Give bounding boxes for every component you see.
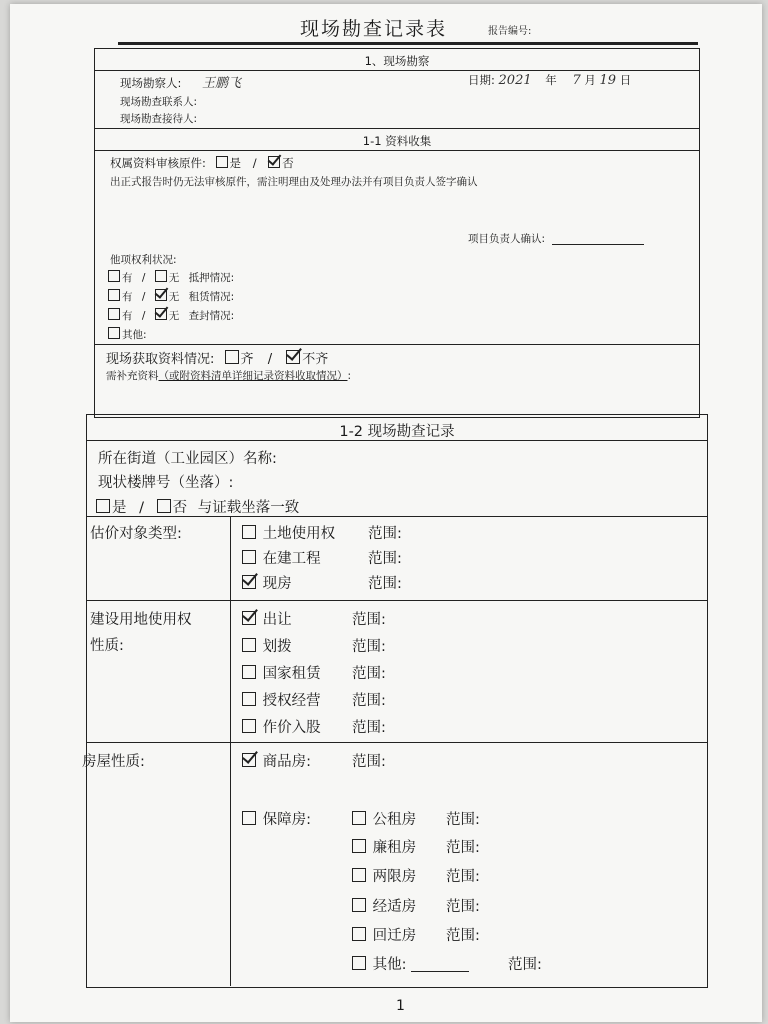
- land-option-allocation: [242, 635, 292, 656]
- commercial-house-option: [242, 750, 311, 771]
- option-label: 作价入股: [262, 720, 321, 736]
- land-option-transfer: [242, 608, 292, 629]
- house-nature-label: 房屋性质:: [82, 754, 145, 770]
- seizure-has-checkbox[interactable]: [108, 308, 120, 320]
- supplement-row: [106, 368, 351, 383]
- column-divider: [230, 516, 231, 986]
- none-label: 无: [168, 291, 180, 303]
- lease-has-checkbox[interactable]: [108, 289, 120, 301]
- none-label: 无: [168, 272, 180, 284]
- slash: /: [139, 500, 144, 516]
- range-label: 范围:: [352, 693, 386, 709]
- affordable-sub-low-rent: [352, 836, 416, 857]
- range-label: 范围:: [446, 928, 480, 944]
- other-house-input-line[interactable]: [411, 971, 469, 972]
- confirm-field: [468, 231, 644, 246]
- acquire-row: [106, 348, 328, 367]
- section-1-2-title: 1-2 现场勘查记录: [339, 424, 455, 440]
- authorized-operation-checkbox[interactable]: [242, 692, 256, 706]
- affordable-house-option: [242, 808, 311, 829]
- land-use-right-checkbox[interactable]: [242, 525, 256, 539]
- range-label: 范围:: [368, 551, 402, 567]
- range-label: 范围:: [352, 720, 386, 736]
- divider: [86, 440, 708, 441]
- divider: [94, 70, 700, 71]
- receiver-label: 现场勘查接待人:: [120, 113, 198, 125]
- mortgage-label: 抵押情况:: [188, 272, 235, 284]
- divider: [94, 344, 700, 345]
- option-label: 土地使用权: [262, 526, 336, 542]
- option-label: 经适房: [372, 899, 417, 915]
- none-label: 无: [168, 310, 180, 322]
- option-label: 廉租房: [372, 840, 417, 856]
- divider: [86, 516, 708, 517]
- date-month: 7: [572, 73, 581, 88]
- option-label: 保障房:: [262, 812, 311, 828]
- affordable-house-checkbox[interactable]: [242, 811, 256, 825]
- option-label: 其他:: [372, 957, 407, 973]
- option-label: 现房: [262, 576, 292, 592]
- divider: [86, 600, 708, 601]
- seizure-label: 查封情况:: [188, 310, 235, 322]
- acquire-incomplete-checkbox[interactable]: [286, 350, 300, 364]
- range-label: 范围:: [446, 840, 480, 856]
- other-label: 其他:: [122, 329, 147, 341]
- section-1-title: 1、现场勘察: [364, 54, 430, 68]
- land-option-equity: [242, 716, 321, 737]
- lease-none-checkbox[interactable]: [155, 289, 167, 301]
- match-yes-label: 是: [112, 500, 127, 516]
- option-label: 在建工程: [262, 551, 321, 567]
- rights-row-seizure: [108, 308, 234, 323]
- option-label: 国家租赁: [262, 666, 321, 682]
- has-label: 有: [122, 272, 133, 284]
- inspector-signature: 王鹏飞: [202, 76, 242, 91]
- affordable-sub-relocation: [352, 924, 416, 945]
- year-char: 年: [545, 73, 557, 87]
- divider: [94, 128, 700, 129]
- review-yes-label: 是: [229, 156, 242, 170]
- slash: /: [141, 291, 146, 303]
- commercial-house-checkbox[interactable]: [242, 753, 256, 767]
- date-day: 19: [599, 73, 617, 88]
- range-label: 范围:: [352, 666, 386, 682]
- building-no-label: 现状楼牌号（坐落）:: [98, 475, 234, 491]
- valuation-option-construction: [242, 547, 321, 568]
- rights-row-mortgage: [108, 270, 234, 285]
- rights-label: 他项权利状况:: [110, 254, 177, 266]
- confirm-signature-line[interactable]: [552, 244, 644, 245]
- match-yes-checkbox[interactable]: [96, 499, 110, 513]
- rights-row-lease: [108, 289, 234, 304]
- valuation-option-existing: [242, 572, 292, 593]
- range-label: 范围:: [446, 812, 480, 828]
- option-label: 商品房:: [262, 754, 311, 770]
- divider: [94, 150, 700, 151]
- option-label: 两限房: [372, 869, 417, 885]
- option-label: 划拨: [262, 639, 292, 655]
- supplement-note: （或附资料清单详细记录资料收取情况）: [158, 370, 348, 382]
- valuation-type-label: 估价对象类型:: [90, 526, 182, 542]
- acquire-label: 现场获取资料情况:: [106, 352, 215, 367]
- acquire-full-checkbox[interactable]: [225, 350, 239, 364]
- review-no-checkbox[interactable]: [268, 156, 280, 168]
- review-note: 出正式报告时仍无法审核原件，需注明理由及处理办法并有项目负责人签字确认: [110, 176, 478, 188]
- confirm-label: 项目负责人确认:: [468, 233, 546, 245]
- slash: /: [141, 310, 146, 322]
- affordable-sub-economic: [352, 895, 416, 916]
- section-1-1-title: 1-1 资料收集: [362, 134, 432, 148]
- option-label: 授权经营: [262, 693, 321, 709]
- date-label: 日期:: [468, 73, 495, 87]
- land-option-state-lease: [242, 662, 321, 683]
- colon: :: [347, 370, 352, 382]
- day-char: 日: [619, 73, 632, 87]
- range-label: 范围:: [352, 639, 386, 655]
- rights-row-other: [108, 327, 147, 342]
- option-label: 回迁房: [372, 928, 417, 944]
- range-label: 范围:: [368, 576, 402, 592]
- review-no-label: 否: [282, 156, 294, 170]
- range-label: 范围:: [352, 754, 386, 770]
- date-year: 2021: [498, 73, 532, 88]
- slash: /: [252, 156, 257, 170]
- equity-investment-checkbox[interactable]: [242, 719, 256, 733]
- range-label: 范围:: [368, 526, 402, 542]
- existing-house-checkbox[interactable]: [242, 575, 256, 589]
- economic-house-checkbox[interactable]: [352, 898, 366, 912]
- slash: /: [267, 352, 273, 367]
- page-number: 1: [396, 998, 405, 1014]
- document-page: [10, 4, 762, 1022]
- affordable-sub-public-rental: [352, 808, 416, 829]
- range-label: 范围:: [508, 957, 542, 973]
- contact-label: 现场勘查联系人:: [120, 96, 198, 108]
- header-rule: [118, 42, 698, 45]
- range-label: 范围:: [446, 899, 480, 915]
- low-rent-checkbox[interactable]: [352, 839, 366, 853]
- mortgage-has-checkbox[interactable]: [108, 270, 120, 282]
- option-label: 公租房: [372, 812, 417, 828]
- transfer-checkbox[interactable]: [242, 611, 256, 625]
- affordable-sub-price-limited: [352, 865, 416, 886]
- match-no-label: 否: [172, 500, 188, 516]
- mortgage-none-checkbox[interactable]: [155, 270, 167, 282]
- relocation-house-checkbox[interactable]: [352, 927, 366, 941]
- acquire-full-label: 齐: [240, 352, 254, 367]
- price-limited-checkbox[interactable]: [352, 868, 366, 882]
- supplement-label: 需补充资料: [106, 370, 159, 382]
- valuation-option-land: [242, 522, 335, 543]
- other-house-checkbox[interactable]: [352, 956, 366, 970]
- allocation-checkbox[interactable]: [242, 638, 256, 652]
- land-nature-label-line2: 性质:: [90, 638, 124, 654]
- land-nature-label-line1: 建设用地使用权: [90, 612, 192, 628]
- divider: [86, 742, 708, 743]
- slash: /: [141, 272, 146, 284]
- acquire-incomplete-label: 不齐: [302, 352, 329, 367]
- form-title: 现场勘查记录表: [300, 18, 448, 40]
- has-label: 有: [122, 310, 133, 322]
- land-option-authorized: [242, 689, 321, 710]
- public-rental-checkbox[interactable]: [352, 811, 366, 825]
- month-char: 月: [584, 73, 596, 87]
- range-label: 范围:: [352, 612, 386, 628]
- report-number-label: 报告编号:: [488, 26, 532, 37]
- match-text: 与证载坐落一致: [197, 500, 300, 516]
- affordable-sub-other: [352, 953, 469, 974]
- street-label: 所在街道（工业园区）名称:: [98, 451, 277, 467]
- range-label: 范围:: [446, 869, 480, 885]
- other-checkbox[interactable]: [108, 327, 120, 339]
- match-no-checkbox[interactable]: [157, 499, 171, 513]
- inspector-label: 现场勘察人:: [120, 76, 182, 90]
- original-review-label: 权属资料审核原件:: [110, 156, 206, 170]
- lease-label: 租赁情况:: [188, 291, 235, 303]
- state-lease-checkbox[interactable]: [242, 665, 256, 679]
- review-yes-checkbox[interactable]: [216, 156, 228, 168]
- option-label: 出让: [262, 612, 292, 628]
- seizure-none-checkbox[interactable]: [155, 308, 167, 320]
- has-label: 有: [122, 291, 133, 303]
- original-review-row: [110, 155, 294, 171]
- location-match-row: [96, 496, 299, 517]
- under-construction-checkbox[interactable]: [242, 550, 256, 564]
- date-field: [468, 72, 631, 88]
